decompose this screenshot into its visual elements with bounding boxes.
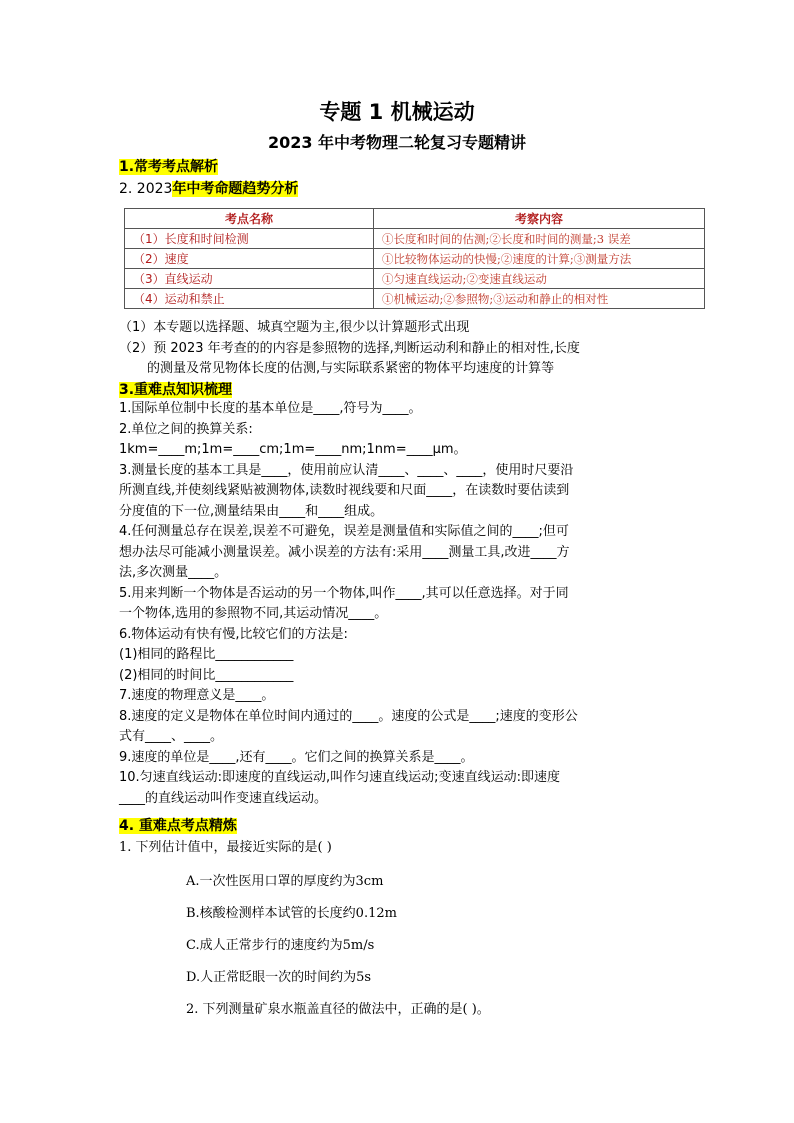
table-cell: （1）长度和时间检测: [125, 229, 374, 249]
point-line: (1)相同的路程比____________: [119, 647, 294, 662]
table-header-row: [125, 209, 705, 229]
option-d: D.人正常眨眼一次的时间约为5s: [186, 970, 372, 985]
point-line: 10.匀速直线运动:即速度的直线运动,叫作匀速直线运动;变速直线运动:即速度: [119, 770, 560, 785]
table-cell: ①长度和时间的估测;②长度和时间的测量;3 误差: [374, 229, 705, 249]
table-row: [125, 249, 705, 269]
table-row: [125, 229, 705, 249]
point-line: 2.单位之间的换算关系:: [119, 421, 253, 437]
table-header-cell: 考点名称: [125, 209, 374, 229]
point-line: (2)相同的时间比____________: [119, 667, 294, 683]
section-heading-4: 4. 重难点考点精炼: [119, 818, 237, 834]
table-cell: ①机械运动;②参照物;③运动和静止的相对性: [374, 289, 705, 309]
option-a: A.一次性医用口罩的厚度约为3cm: [186, 874, 384, 889]
point-line: 法,多次测量____。: [119, 565, 228, 580]
table-row: [125, 289, 705, 309]
point-line: 一个物体,选用的参照物不同,其运动情况____。: [119, 606, 388, 621]
point-line: 8.速度的定义是物体在单位时间内通过的____。速度的公式是____;速度的变形公: [119, 708, 578, 724]
table-row: [125, 269, 705, 289]
option-b: B.核酸检测样本试管的长度约0.12m: [186, 906, 397, 921]
table-header-cell: 考察内容: [374, 209, 705, 229]
point-line: 6.物体运动有快有慢,比较它们的方法是:: [119, 626, 348, 642]
page-title: 专题 1 机械运动: [319, 100, 475, 124]
question-1: 1. 下列估计值中，最接近实际的是( ): [119, 840, 332, 855]
point-line: 所测直线,并使刻线紧贴被测物体,读数时视线要和尺面____，在读数时要估读到: [119, 483, 570, 498]
table-cell: ①比较物体运动的快慢;②速度的计算;③测量方法: [374, 249, 705, 269]
table-cell: （4）运动和禁止: [125, 289, 374, 309]
point-line: 1km=____m;1m=____cm;1m=____nm;1nm=____μm。: [119, 442, 467, 457]
knowledge-points: [119, 399, 679, 809]
point-line: 分度值的下一位,测量结果由____和____组成。: [119, 503, 384, 519]
section-heading-2: 2. 2023年中考命题趋势分析: [119, 181, 299, 197]
question-2: 2. 下列测量矿泉水瓶盖直径的做法中，正确的是( )。: [186, 1002, 490, 1017]
point-line: 5.用来判断一个物体是否运动的另一个物体,叫作____,其可以任意选择。对于同: [119, 585, 569, 601]
point-line: ____的直线运动叫作变速直线运动。: [119, 790, 328, 806]
option-c: C.成人正常步行的速度约为5m/s: [186, 938, 375, 953]
note-line: （2）预 2023 年考查的的内容是参照物的选择,判断运动利和静止的相对性,长度: [119, 340, 580, 356]
point-line: 1.国际单位制中长度的基本单位是____,符号为____。: [119, 401, 422, 416]
table-cell: （2）速度: [125, 249, 374, 269]
notes-block: [119, 318, 679, 380]
point-line: 7.速度的物理意义是____。: [119, 688, 275, 703]
point-line: 3.测量长度的基本工具是____，使用前应认清____、____、____，使用时尺要沿: [119, 462, 574, 478]
point-line: 9.速度的单位是____,还有____。它们之间的换算关系是____。: [119, 749, 474, 765]
note-line: 的测量及常见物体长度的估测,与实际联系紧密的物体平均速度的计算等: [147, 361, 555, 376]
point-line: 式有____、____。: [119, 729, 224, 744]
section-heading-3: 3.重难点知识梳理: [119, 382, 233, 398]
page-subtitle: 2023 年中考物理二轮复习专题精讲: [267, 133, 527, 152]
note-line: （1）本专题以选择题、城真空题为主,很少以计算题形式出现: [119, 320, 470, 335]
table-cell: ①匀速直线运动;②变速直线运动: [374, 269, 705, 289]
point-line: 4.任何测量总存在误差,误差不可避免，误差是测量值和实际值之间的____;但可: [119, 524, 569, 539]
exam-points-table: [124, 208, 705, 309]
table-cell: （3）直线运动: [125, 269, 374, 289]
section-heading-1: 1.常考考点解析: [119, 159, 219, 175]
point-line: 想办法尽可能减小测量误差。减小误差的方法有:采用____测量工具,改进____方: [119, 544, 570, 560]
